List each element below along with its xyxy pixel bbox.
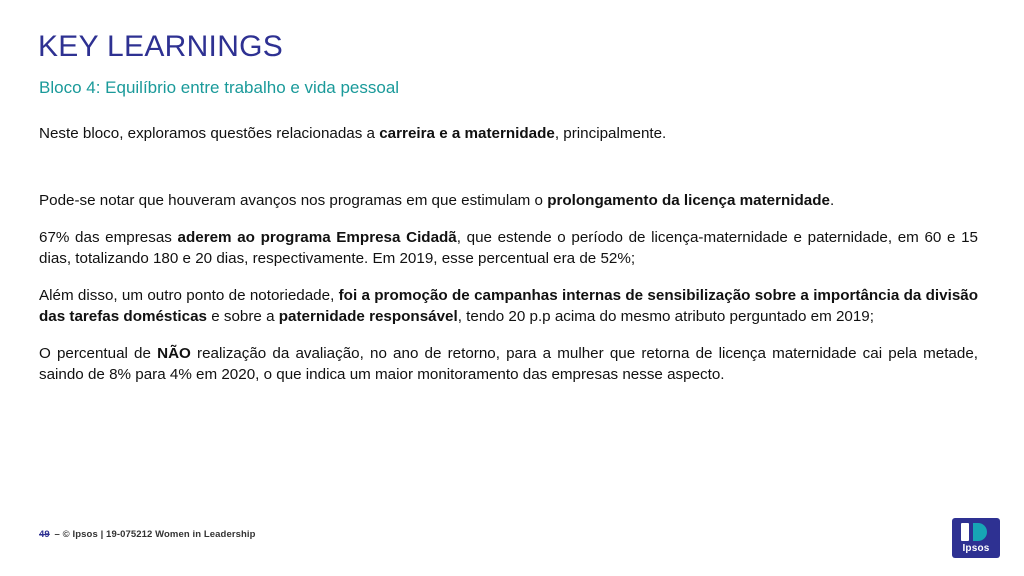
body-content	[39, 124, 978, 402]
page-title: KEY LEARNINGS	[38, 30, 284, 63]
footer-separator: –	[54, 529, 60, 540]
page-subtitle: Bloco 4: Equilíbrio entre trabalho e vida pessoal	[39, 78, 400, 97]
page-number: 49	[39, 529, 50, 540]
paragraph-avancos: Pode-se notar que houveram avanços nos programas em que estimulam o prolongamento da licença maternidade.	[39, 191, 835, 209]
footer-text: © Ipsos | 19-075212 Women in Leadership	[62, 529, 256, 540]
ipsos-logo	[952, 518, 1000, 558]
logo-bar-icon	[961, 523, 969, 541]
paragraph-avaliacao: O percentual de NÃO realização da avaliação, no ano de retorno, para a mulher que retorna de licença maternidade cai pela metade, saindo de 8% para 4% em 2020, o que indica um maior monitoramento das empresas nesse aspecto.	[39, 344, 978, 383]
footer	[39, 529, 256, 540]
logo-brand-label: Ipsos	[962, 543, 990, 554]
paragraph-empresa-cidada: 67% das empresas aderem ao programa Empresa Cidadã, que estende o período de licença-maternidade e paternidade, em 60 e 15 dias, totalizando 180 e 20 dias, respectivamente. Em 2019, esse percentual era de 52%;	[39, 228, 979, 267]
logo-arc-icon	[973, 523, 987, 541]
paragraph-campanhas: Além disso, um outro ponto de notoriedade, foi a promoção de campanhas internas de sensibilização sobre a importância da divisão das tarefas domésticas e sobre a paternidade responsável, tendo 20 p.p acima do mesmo atributo perguntado em 2019;	[39, 286, 978, 325]
paragraph-intro: Neste bloco, exploramos questões relacionadas a carreira e a maternidade, principalmente.	[39, 125, 667, 142]
